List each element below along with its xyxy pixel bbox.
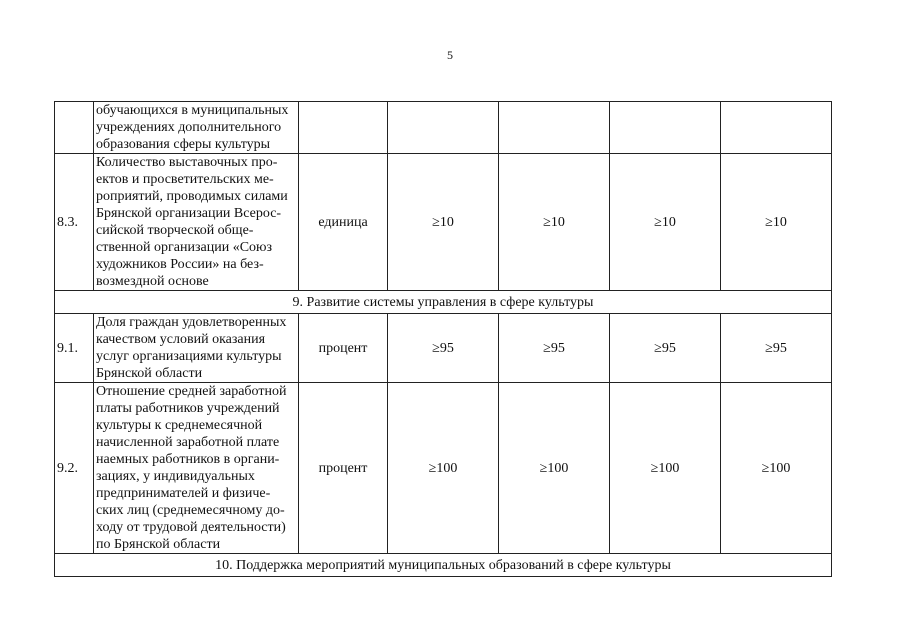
section-row (55, 554, 832, 577)
indicator-name-line: предпринимателей и физиче- (96, 486, 271, 501)
indicator-name-line: ственной организации «Союз (96, 240, 273, 255)
value-cell (388, 102, 499, 154)
value-cell (721, 102, 832, 154)
indicator-name-line: Брянской области (96, 366, 203, 381)
indicator-name-line: Брянской организации Всерос- (96, 206, 282, 221)
indicator-name-line: обучающихся в муниципальных (96, 103, 289, 118)
indicator-name-line: образования сферы культуры (96, 137, 271, 152)
unit-cell: процент (299, 383, 388, 554)
unit-cell: единица (299, 154, 388, 291)
indicator-name-line: по Брянской области (96, 537, 221, 552)
row-number: 8.3. (55, 154, 94, 291)
value-cell: ≥95 (388, 314, 499, 383)
indicator-name-line: роприятий, проводимых силами (96, 189, 288, 204)
indicator-name-line: услуг организациями культуры (96, 349, 282, 364)
indicators-table (54, 101, 832, 577)
indicator-name (94, 383, 299, 554)
indicator-name-line: ектов и просветительских ме- (96, 172, 274, 187)
indicator-name-line: Количество выставочных про- (96, 155, 278, 170)
indicator-name-line: Отношение средней заработной (96, 384, 287, 399)
value-cell: ≥10 (388, 154, 499, 291)
table-row (55, 102, 832, 154)
value-cell: ≥95 (721, 314, 832, 383)
section-title: 10. Поддержка мероприятий муниципальных образований в сфере культуры (55, 554, 832, 577)
indicator-name-line: учреждениях дополнительного (96, 120, 282, 135)
value-cell: ≥10 (610, 154, 721, 291)
page-number: 5 (447, 48, 453, 62)
indicator-name (94, 154, 299, 291)
indicator-name-line: ходу от трудовой деятельности) (96, 520, 286, 535)
value-cell: ≥10 (721, 154, 832, 291)
value-cell: ≥100 (721, 383, 832, 554)
unit-cell (299, 102, 388, 154)
value-cell: ≥10 (499, 154, 610, 291)
row-number: 9.2. (55, 383, 94, 554)
indicator-name-line: наемных работников в органи- (96, 452, 280, 467)
table-row (55, 383, 832, 554)
indicator-name-line: сийской творческой обще- (96, 223, 254, 238)
indicator-name-line: культуры к среднемесячной (96, 418, 263, 433)
value-cell: ≥95 (610, 314, 721, 383)
value-cell: ≥100 (388, 383, 499, 554)
indicator-name-line: возмездной основе (96, 274, 209, 289)
value-cell: ≥100 (499, 383, 610, 554)
value-cell: ≥100 (610, 383, 721, 554)
indicator-name-line: платы работников учреждений (96, 401, 280, 416)
indicator-name-line: качеством условий оказания (96, 332, 266, 347)
table-row (55, 154, 832, 291)
value-cell (499, 102, 610, 154)
indicator-name-line: ских лиц (среднемесячному до- (96, 503, 285, 518)
table-row (55, 314, 832, 383)
indicator-name-line: зациях, у индивидуальных (96, 469, 255, 484)
section-title: 9. Развитие системы управления в сфере культуры (55, 291, 832, 314)
indicator-name-line: начисленной заработной плате (96, 435, 280, 450)
value-cell: ≥95 (499, 314, 610, 383)
indicator-name (94, 314, 299, 383)
indicator-name-line: художников России» на без- (96, 257, 264, 272)
row-number: 9.1. (55, 314, 94, 383)
row-number (55, 102, 94, 154)
unit-cell: процент (299, 314, 388, 383)
indicator-name (94, 102, 299, 154)
indicator-name-line: Доля граждан удовлетворенных (96, 315, 287, 330)
section-row (55, 291, 832, 314)
value-cell (610, 102, 721, 154)
